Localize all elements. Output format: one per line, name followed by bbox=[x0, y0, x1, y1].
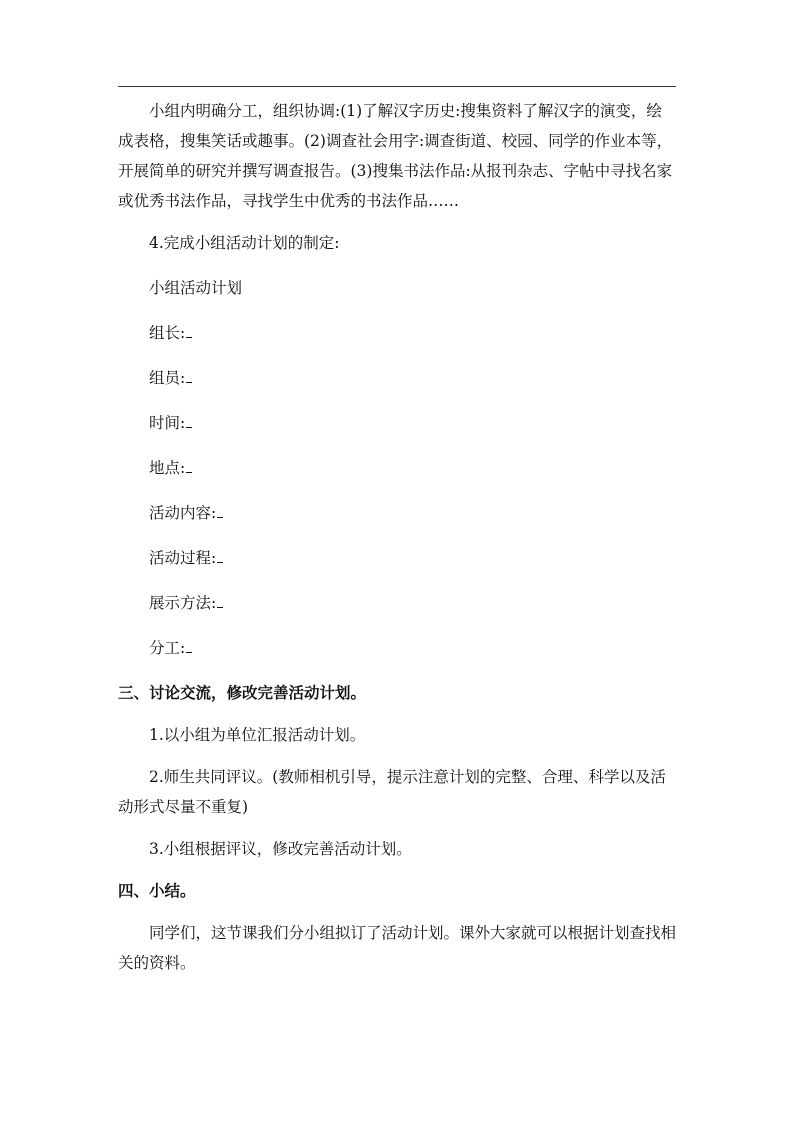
fill-in-blank bbox=[217, 503, 223, 518]
plan-field-leader bbox=[118, 318, 676, 348]
plan-field-process bbox=[118, 543, 676, 573]
plan-field-label: 分工: bbox=[149, 639, 186, 657]
fill-in-blank bbox=[217, 548, 223, 563]
fill-in-blank bbox=[186, 458, 192, 473]
fill-in-blank bbox=[186, 413, 192, 428]
plan-field-label: 地点: bbox=[149, 459, 186, 477]
section-3-item-2: 2.师生共同评议。(教师相机引导，提示注意计划的完整、合理、科学以及活动形式尽量不重复) bbox=[118, 768, 666, 816]
section-3-item-1: 1.以小组为单位汇报活动计划。 bbox=[149, 726, 366, 744]
summary-paragraph: 同学们，这节课我们分小组拟订了活动计划。课外大家就可以根据计划查找相关的资料。 bbox=[118, 924, 677, 972]
plan-field-label: 组长: bbox=[149, 324, 186, 342]
header-rule bbox=[118, 86, 676, 87]
step-4-text: 4.完成小组活动计划的制定: bbox=[149, 234, 340, 252]
plan-field-label: 展示方法: bbox=[149, 594, 217, 612]
plan-field-division bbox=[118, 633, 676, 663]
plan-field-time bbox=[118, 408, 676, 438]
section-4-heading: 四、小结。 bbox=[118, 881, 196, 900]
plan-field-content bbox=[118, 498, 676, 528]
fill-in-blank bbox=[217, 593, 223, 608]
plan-field-display-method bbox=[118, 588, 676, 618]
section-3-heading: 三、讨论交流，修改完善活动计划。 bbox=[118, 683, 367, 702]
plan-field-label: 活动过程: bbox=[149, 549, 217, 567]
plan-field-members bbox=[118, 363, 676, 393]
document-body bbox=[118, 96, 676, 978]
plan-field-location bbox=[118, 453, 676, 483]
fill-in-blank bbox=[186, 368, 192, 383]
intro-paragraph: 小组内明确分工，组织协调:(1)了解汉字历史:搜集资料了解汉字的演变，绘成表格，搜集笑话或趣事。(2)调查社会用字:调查街道、校园、同学的作业本等，开展简单的研究并撰写调查报告。(3)搜集书法作品:从报刊杂志、字帖中寻找名家或优秀书法作品，寻找学生中优秀的书法作品…… bbox=[118, 102, 673, 210]
plan-field-label: 活动内容: bbox=[149, 504, 217, 522]
plan-field-label: 时间: bbox=[149, 414, 186, 432]
plan-title: 小组活动计划 bbox=[149, 279, 243, 297]
section-3-item-3: 3.小组根据评议，修改完善活动计划。 bbox=[149, 840, 412, 858]
fill-in-blank bbox=[186, 638, 192, 653]
plan-field-label: 组员: bbox=[149, 369, 186, 387]
fill-in-blank bbox=[186, 323, 192, 338]
